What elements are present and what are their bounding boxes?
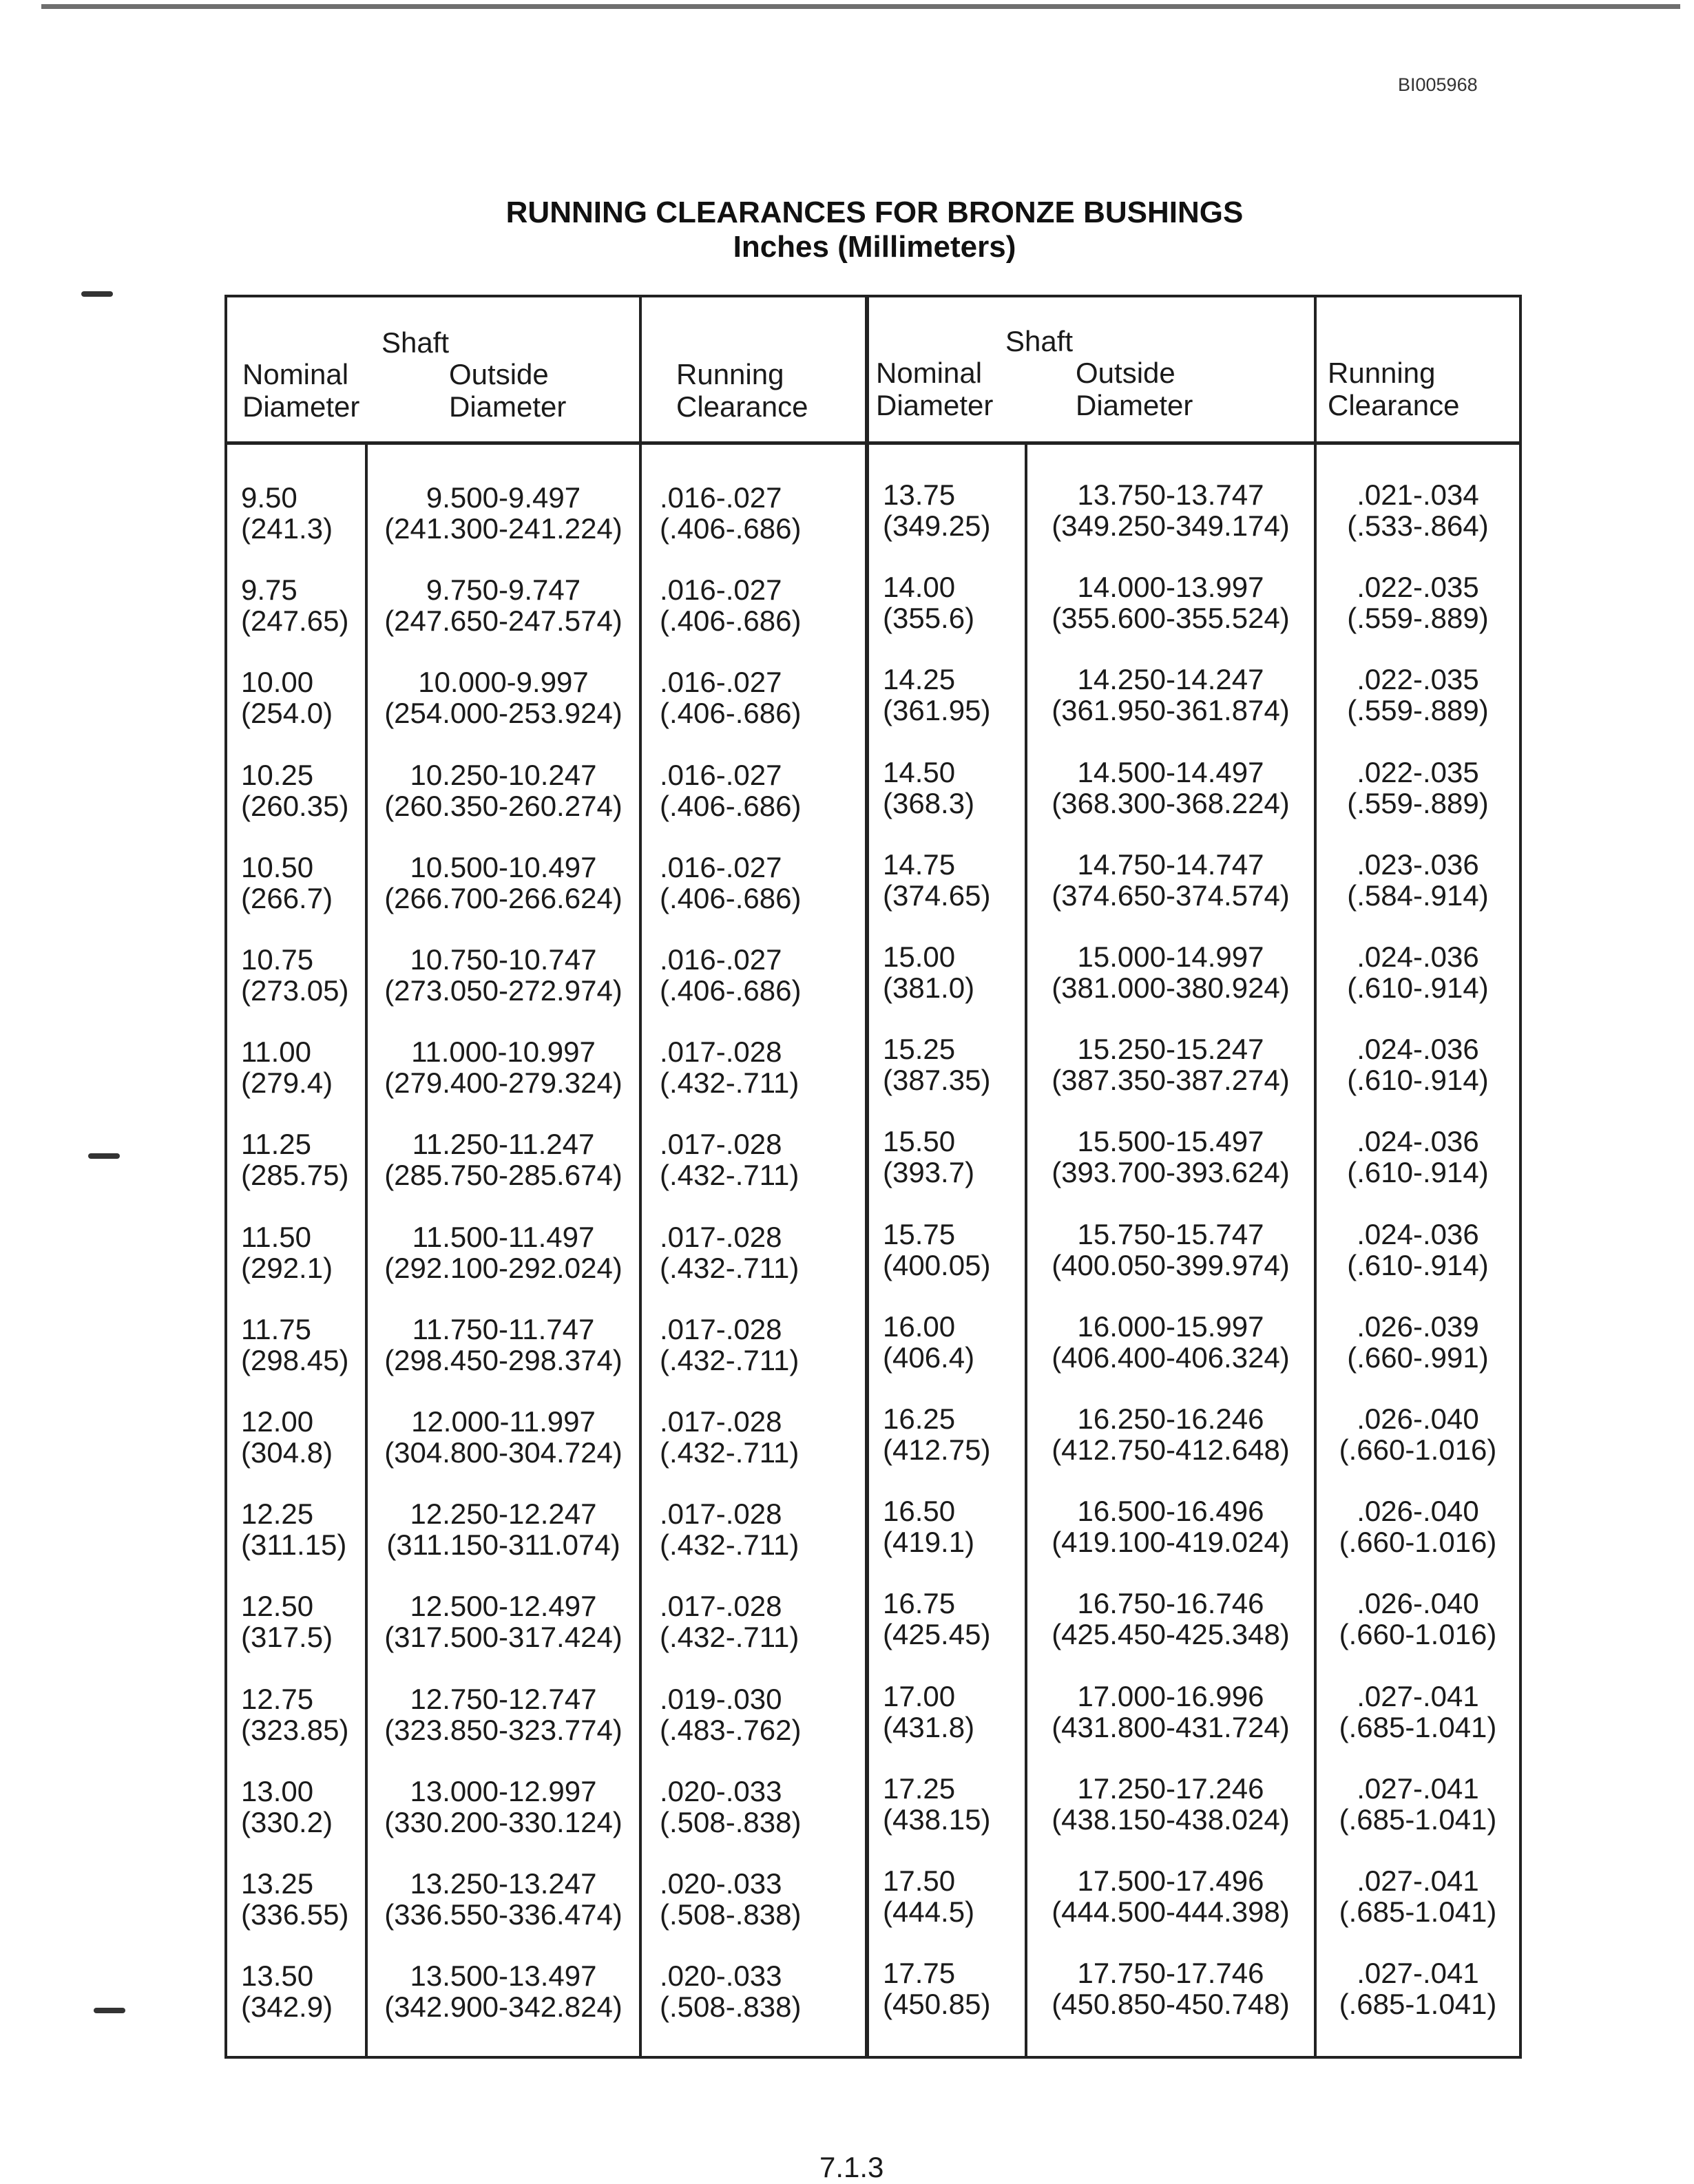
left-rc-cell: .017-.028 (.432-.711) [660,1405,799,1469]
left-rc-cell: .016-.027 (.406-.686) [660,574,802,638]
left-od-cell: 11.750-11.747 (298.450-298.374) [384,1312,623,1376]
right-rc-cell: .024-.036 (.610-.914) [1347,1217,1489,1281]
left-nominal-cell: 9.50 (241.3) [241,481,333,545]
left-rc-cell: .017-.028 (.432-.711) [660,1128,799,1192]
page-title: RUNNING CLEARANCES FOR BRONZE BUSHINGS [505,196,1244,229]
right-nominal-cell: 16.25 (412.75) [883,1403,991,1466]
right-od-cell: 16.500-16.496 (419.100-419.024) [1052,1495,1290,1559]
left-od-cell: 11.500-11.497 (292.100-292.024) [384,1220,623,1284]
left-nominal-cell: 12.00 (304.8) [241,1405,333,1469]
left-rc-cell: .016-.027 (.406-.686) [660,943,802,1007]
right-rc-cell: .026-.040 (.660-1.016) [1339,1495,1497,1559]
right-od-cell: 17.500-17.496 (444.500-444.398) [1052,1865,1290,1928]
left-nominal-cell: 10.25 (260.35) [241,758,349,822]
left-od-cell: 9.750-9.747 (247.650-247.574) [384,574,623,638]
left-rc-cell: .020-.033 (.508-.838) [660,1960,802,2024]
page-subtitle: Inches (Millimeters) [733,230,1016,264]
left-rc-cell: .020-.033 (.508-.838) [660,1867,802,1931]
left-nominal-cell: 13.50 (342.9) [241,1960,333,2024]
left-od-cell: 12.250-12.247 (311.150-311.074) [386,1498,620,1562]
left-od-cell: 12.500-12.497 (317.500-317.424) [384,1590,623,1654]
left-rc-cell: .020-.033 (.508-.838) [660,1774,802,1838]
left-od-cell: 10.500-10.497 (266.700-266.624) [384,850,623,914]
title-block [0,196,1694,264]
left-nominal-cell: 13.25 (336.55) [241,1867,349,1931]
left-rc-cell: .019-.030 (.483-.762) [660,1682,802,1746]
column-divider [865,297,869,2056]
left-od-cell: 12.750-12.747 (323.850-323.774) [384,1682,623,1746]
left-rc-cell: .017-.028 (.432-.711) [660,1220,799,1284]
left-nominal-cell: 10.00 (254.0) [241,666,333,730]
right-rc-cell: .026-.040 (.660-1.016) [1339,1403,1497,1466]
left-rc-cell: .016-.027 (.406-.686) [660,850,802,914]
right-rc-cell: .021-.034 (.533-.864) [1347,479,1489,542]
left-od-cell: 13.250-13.247 (336.550-336.474) [384,1867,623,1931]
left-rc-cell: .017-.028 (.432-.711) [660,1312,799,1376]
left-nominal-cell: 11.25 (285.75) [241,1128,349,1192]
left-od-cell: 13.500-13.497 (342.900-342.824) [384,1960,623,2024]
left-nominal-cell: 11.00 (279.4) [241,1036,333,1100]
right-rc-cell: .027-.041 (.685-1.041) [1339,1679,1497,1743]
right-nominal-cell: 14.00 (355.6) [883,571,975,635]
left-nominal-cell: 13.00 (330.2) [241,1774,333,1838]
column-divider [639,297,642,2056]
right-rc-cell: .024-.036 (.610-.914) [1347,1033,1489,1097]
right-od-cell: 15.500-15.497 (393.700-393.624) [1052,1125,1290,1189]
right-od-cell: 16.750-16.746 (425.450-425.348) [1052,1587,1290,1651]
right-od-cell: 15.250-15.247 (387.350-387.274) [1052,1033,1290,1097]
right-nominal-cell: 14.50 (368.3) [883,755,975,819]
right-nominal-cell: 16.75 (425.45) [883,1587,991,1651]
left-rc-cell: .016-.027 (.406-.686) [660,758,802,822]
left-od-cell: 10.250-10.247 (260.350-260.274) [384,758,623,822]
right-nominal-cell: 17.25 (438.15) [883,1772,991,1836]
header-outside-diameter-right: Outside Diameter [1076,357,1193,421]
right-rc-cell: .022-.035 (.559-.889) [1347,663,1489,727]
right-nominal-cell: 16.50 (419.1) [883,1495,975,1559]
right-od-cell: 17.750-17.746 (450.850-450.748) [1052,1957,1290,2021]
right-rc-cell: .027-.041 (.685-1.041) [1339,1957,1497,2021]
right-rc-cell: .023-.036 (.584-.914) [1347,848,1489,912]
left-nominal-cell: 10.50 (266.7) [241,850,333,914]
left-nominal-cell: 12.50 (317.5) [241,1590,333,1654]
header-running-clearance-right: Running Clearance [1328,357,1460,421]
right-rc-cell: .024-.036 (.610-.914) [1347,941,1489,1004]
margin-mark [94,2008,125,2013]
right-rc-cell: .027-.041 (.685-1.041) [1339,1865,1497,1928]
left-nominal-cell: 9.75 (247.65) [241,574,349,638]
clearance-table [224,295,1522,2059]
left-od-cell: 13.000-12.997 (330.200-330.124) [384,1774,623,1838]
margin-mark [88,1153,120,1159]
right-rc-cell: .022-.035 (.559-.889) [1347,755,1489,819]
right-rc-cell: .026-.040 (.660-1.016) [1339,1587,1497,1651]
right-rc-cell: .026-.039 (.660-.991) [1347,1310,1489,1374]
right-nominal-cell: 17.75 (450.85) [883,1957,991,2021]
right-od-cell: 13.750-13.747 (349.250-349.174) [1052,479,1290,542]
left-od-cell: 11.000-10.997 (279.400-279.324) [384,1036,623,1100]
right-nominal-cell: 15.00 (381.0) [883,941,975,1004]
right-nominal-cell: 15.50 (393.7) [883,1125,975,1189]
right-od-cell: 17.250-17.246 (438.150-438.024) [1052,1772,1290,1836]
document-id: BI005968 [1398,74,1478,95]
margin-mark [81,291,113,297]
right-nominal-cell: 14.25 (361.95) [883,663,991,727]
header-divider [227,441,1519,445]
left-od-cell: 10.750-10.747 (273.050-272.974) [384,943,623,1007]
right-rc-cell: .022-.035 (.559-.889) [1347,571,1489,635]
right-nominal-cell: 15.25 (387.35) [883,1033,991,1097]
right-od-cell: 14.000-13.997 (355.600-355.524) [1052,571,1290,635]
right-rc-cell: .027-.041 (.685-1.041) [1339,1772,1497,1836]
left-nominal-cell: 11.75 (298.45) [241,1312,349,1376]
right-od-cell: 17.000-16.996 (431.800-431.724) [1052,1679,1290,1743]
top-rule [41,4,1680,9]
right-od-cell: 14.750-14.747 (374.650-374.574) [1052,848,1290,912]
left-rc-cell: .017-.028 (.432-.711) [660,1498,799,1562]
page-number: 7.1.3 [819,2151,884,2183]
left-nominal-cell: 10.75 (273.05) [241,943,349,1007]
left-rc-cell: .017-.028 (.432-.711) [660,1590,799,1654]
header-nominal-diameter-left: Nominal Diameter [242,358,360,423]
left-rc-cell: .016-.027 (.406-.686) [660,481,802,545]
header-nominal-diameter-right: Nominal Diameter [876,357,994,421]
left-od-cell: 11.250-11.247 (285.750-285.674) [384,1128,623,1192]
left-nominal-cell: 11.50 (292.1) [241,1220,333,1284]
header-outside-diameter-left: Outside Diameter [449,358,567,423]
right-nominal-cell: 16.00 (406.4) [883,1310,975,1374]
left-nominal-cell: 12.25 (311.15) [241,1498,347,1562]
header-shaft-right: Shaft [1005,325,1074,357]
right-nominal-cell: 15.75 (400.05) [883,1217,991,1281]
right-nominal-cell: 13.75 (349.25) [883,479,991,542]
left-od-cell: 12.000-11.997 (304.800-304.724) [384,1405,623,1469]
right-od-cell: 16.250-16.246 (412.750-412.648) [1052,1403,1290,1466]
left-nominal-cell: 12.75 (323.85) [241,1682,349,1746]
header-running-clearance-left: Running Clearance [676,358,808,423]
right-rc-cell: .024-.036 (.610-.914) [1347,1125,1489,1189]
right-od-cell: 14.250-14.247 (361.950-361.874) [1052,663,1290,727]
right-nominal-cell: 17.00 (431.8) [883,1679,975,1743]
left-rc-cell: .017-.028 (.432-.711) [660,1036,799,1100]
left-od-cell: 10.000-9.997 (254.000-253.924) [384,666,623,730]
left-rc-cell: .016-.027 (.406-.686) [660,666,802,730]
right-od-cell: 16.000-15.997 (406.400-406.324) [1052,1310,1290,1374]
header-shaft-left: Shaft [381,326,450,359]
right-od-cell: 14.500-14.497 (368.300-368.224) [1052,755,1290,819]
right-od-cell: 15.000-14.997 (381.000-380.924) [1052,941,1290,1004]
left-od-cell: 9.500-9.497 (241.300-241.224) [384,481,623,545]
right-nominal-cell: 14.75 (374.65) [883,848,991,912]
right-nominal-cell: 17.50 (444.5) [883,1865,975,1928]
right-od-cell: 15.750-15.747 (400.050-399.974) [1052,1217,1290,1281]
